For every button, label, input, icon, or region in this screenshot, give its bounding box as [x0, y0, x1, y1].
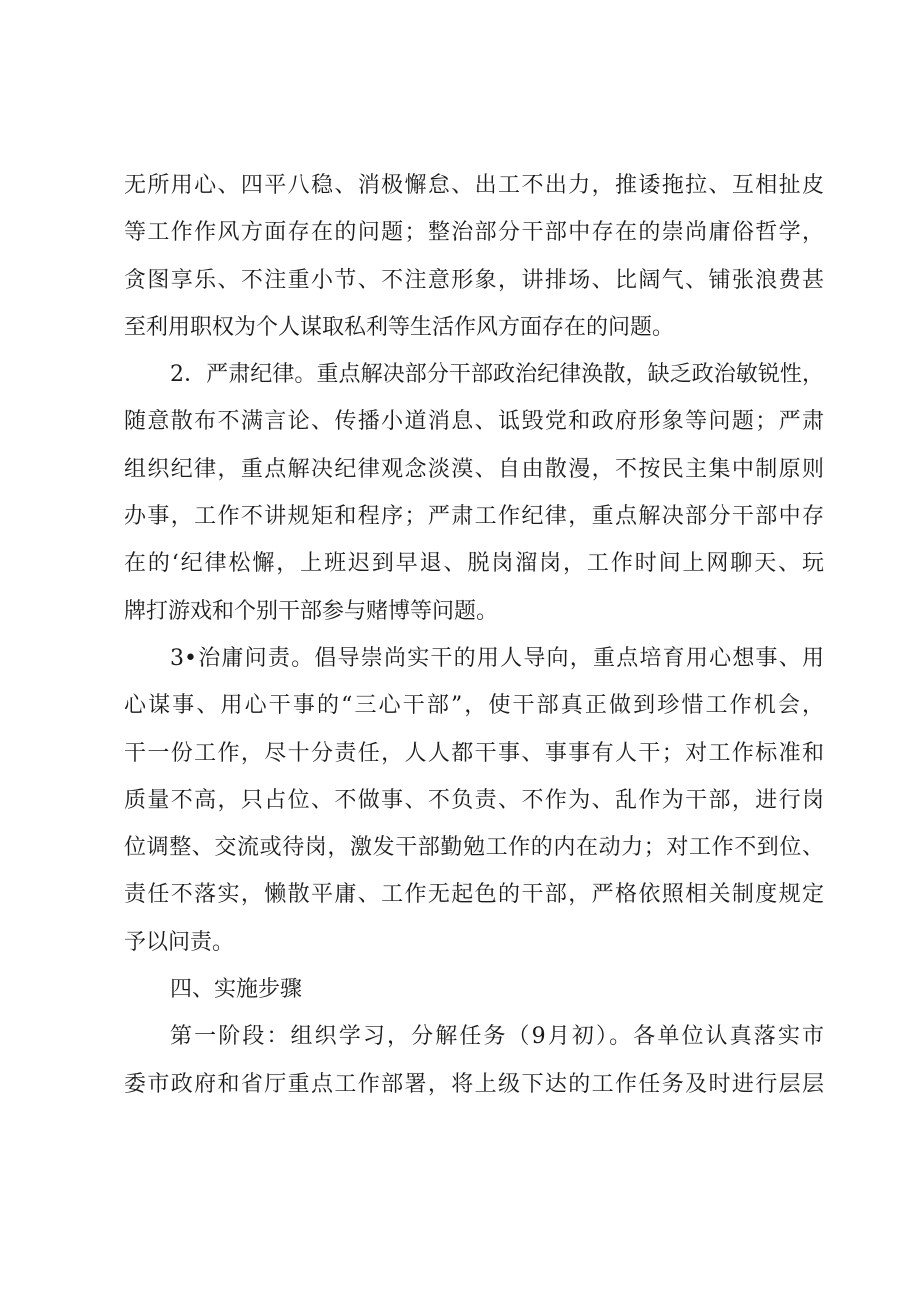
text-line: 质量不高，只占位、不做事、不负责、不作为、乱作为干部，进行岗 — [124, 787, 824, 813]
text-line: 牌打游戏和个别干部参与赌博等问题。 — [124, 598, 499, 624]
text-line: 在的‘纪律松懈，上班迟到早退、脱岗溜岗，工作时间上网聊天、玩 — [124, 551, 824, 577]
text-line: 等工作作风方面存在的问题；整治部分干部中存在的崇尚庸俗哲学， — [124, 220, 824, 246]
text-line: 至利用职权为个人谋取私利等生活作风方面存在的问题。 — [124, 314, 675, 340]
text-line: 心谋事、用心干事的“三心干部”，使干部真正做到珍惜工作机会， — [124, 693, 824, 719]
text-line: 2．严肃纪律。重点解决部分干部政治纪律涣散，缺乏政治敏锐性， — [170, 362, 824, 388]
text-line: 第一阶段：组织学习，分解任务（9月初）。各单位认真落实市 — [170, 1024, 824, 1050]
document-body — [124, 162, 824, 1108]
text-line: 贪图享乐、不注重小节、不注意形象，讲排场、比阔气、铺张浪费甚 — [124, 267, 824, 293]
text-line: 位调整、交流或待岗，激发干部勤勉工作的内在动力；对工作不到位、 — [124, 835, 824, 861]
text-line: 委市政府和省厅重点工作部署，将上级下达的工作任务及时进行层层 — [124, 1071, 824, 1097]
text-line: 干一份工作，尽十分责任，人人都干事、事事有人干；对工作标准和 — [124, 740, 824, 766]
text-line: 组织纪律，重点解决纪律观念淡漠、自由散漫，不按民主集中制原则 — [124, 456, 824, 482]
text-line: 办事，工作不讲规矩和程序；严肃工作纪律，重点解决部分干部中存 — [124, 504, 824, 530]
text-line: 责任不落实，懒散平庸、工作无起色的干部，严格依照相关制度规定 — [124, 882, 824, 908]
text-line: 无所用心、四平八稳、消极懈怠、出工不出力，推诿拖拉、互相扯皮 — [124, 173, 824, 198]
text-line: 随意散布不满言论、传播小道消息、诋毁党和政府形象等问题；严肃 — [124, 409, 824, 435]
text-line: 3•治庸问责。倡导崇尚实干的用人导向，重点培育用心想事、用 — [170, 645, 824, 671]
section-heading: 四、实施步骤 — [170, 977, 303, 1003]
text-line: 予以问责。 — [124, 929, 235, 955]
